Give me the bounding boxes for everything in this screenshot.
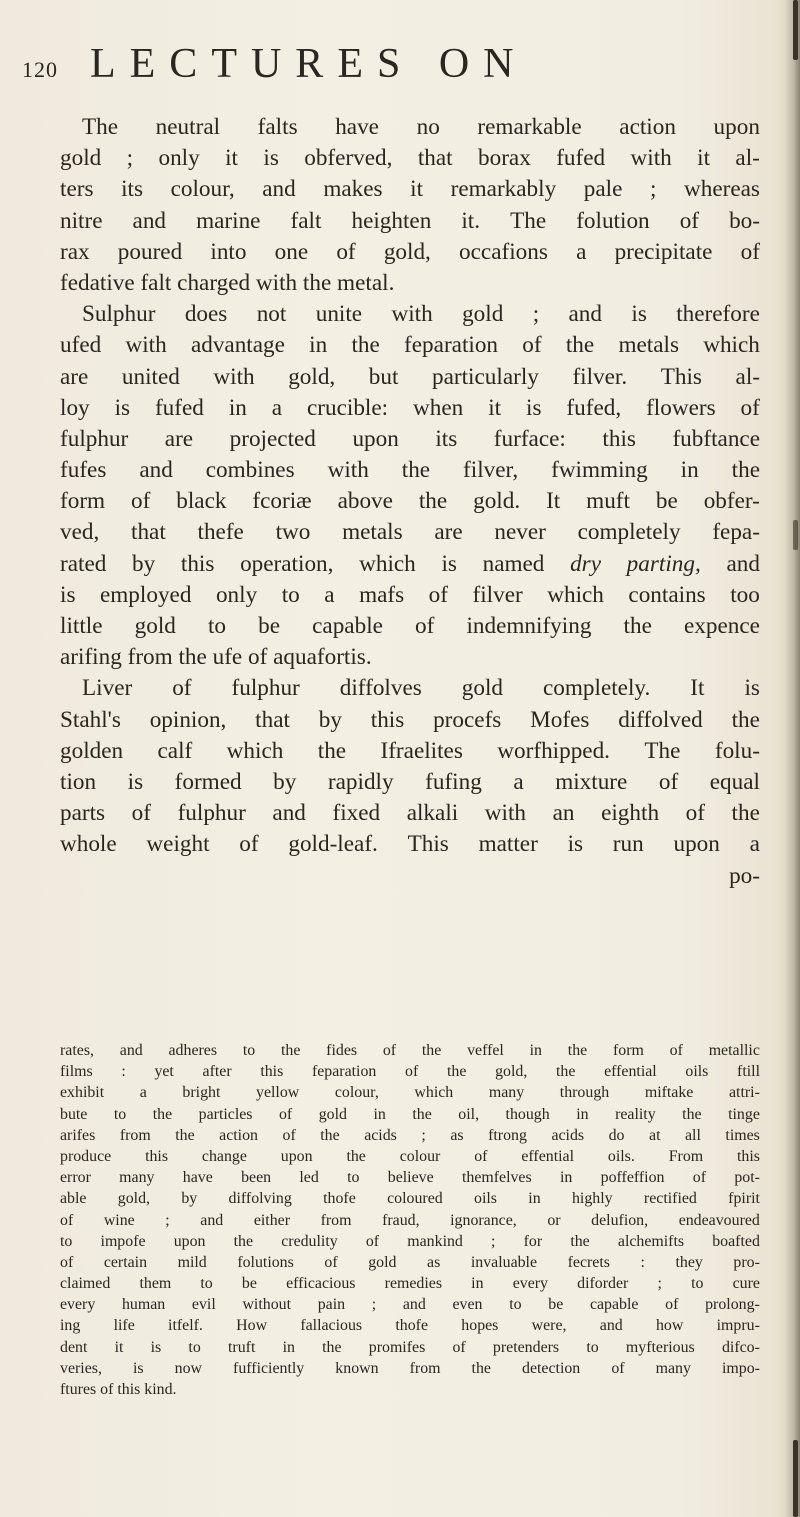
text-line: rax poured into one of gold, occafions a precipitate of [60, 238, 760, 265]
text-line: Stahl's opinion, that by this procefs Mofes diffolved the [60, 706, 760, 733]
footnote-line: arifes from the action of the acids ; as ftrong acids do at all times [60, 1126, 760, 1144]
footnote-line: films : yet after this feparation of the gold, the effential oils ftill [60, 1063, 760, 1081]
page-number: 120 [22, 57, 58, 82]
binding-edge-mark [793, 0, 798, 60]
footnote-line: every human evil without pain ; and even to be capable of prolong- [60, 1296, 760, 1314]
footnote-line: claimed them to be efficacious remedies in every diforder ; to cure [60, 1275, 760, 1293]
text-line: Liver of fulphur diffolves gold completely. It is [82, 675, 760, 702]
footnote-line: ftures of this kind. [60, 1381, 177, 1398]
text-line: ufed with advantage in the feparation of the metals which [60, 332, 760, 359]
text-line: fedative falt charged with the metal. [60, 269, 395, 296]
footnote-line: dent it is to truft in the promifes of pretenders to myfterious difco- [60, 1338, 760, 1356]
text-line: is employed only to a mafs of filver which contains too [60, 581, 760, 608]
binding-edge-mark [793, 520, 798, 550]
footnote-line: of certain mild folutions of gold as invaluable fecrets : they pro- [60, 1253, 760, 1271]
footnote-line: bute to the particles of gold in the oil, though in reality the tinge [60, 1105, 760, 1123]
footnote-line: to impofe upon the credulity of mankind ; for the alchemifts boafted [60, 1232, 760, 1250]
text-line: ved, that thefe two metals are never completely fepa- [60, 519, 760, 546]
text-line: form of black fcoriæ above the gold. It muft be obfer- [60, 488, 760, 515]
footnote-line: able gold, by diffolving thofe coloured oils in highly rectified fpirit [60, 1190, 760, 1208]
text-line: po- [729, 862, 760, 889]
text-line: rated by this operation, which is named dry parting, and [60, 550, 760, 577]
text-line: little gold to be capable of indemnifying the expence [60, 613, 760, 639]
text-line: Sulphur does not unite with gold ; and is therefore [82, 301, 760, 328]
footnote-line: rates, and adheres to the fides of the veffel in the form of metallic [60, 1042, 760, 1059]
footnote-line: veries, is now fufficiently known from the detection of many impo- [60, 1359, 760, 1377]
text-line: arifing from the ufe of aquafortis. [60, 644, 372, 671]
footnote-line: of wine ; and either from fraud, ignorance, or delufion, endeavoured [60, 1211, 760, 1229]
text-line: The neutral falts have no remarkable action upon [82, 114, 760, 140]
text-line: loy is fufed in a crucible: when it is fufed, flowers of [60, 394, 760, 421]
text-line: nitre and marine falt heighten it. The folution of bo- [60, 207, 760, 234]
text-line: fufes and combines with the filver, fwimming in the [60, 457, 760, 484]
text-line: gold ; only it is obferved, that borax fufed with it al- [60, 145, 760, 172]
text-line: are united with gold, but particularly filver. This al- [60, 363, 760, 390]
footnote-line: ing life itfelf. How fallacious thofe hopes were, and how impru- [60, 1317, 760, 1335]
running-title: LECTURES ON [90, 41, 528, 87]
footnote-line: error many have been led to believe themfelves in poffeffion of pot- [60, 1169, 760, 1187]
text-line: tion is formed by rapidly fufing a mixture of equal [60, 768, 760, 795]
running-head [22, 40, 722, 88]
text-line: whole weight of gold-leaf. This matter is run upon a [60, 831, 760, 858]
footnote-line: produce this change upon the colour of effential oils. From this [60, 1147, 760, 1165]
binding-edge-mark [793, 1440, 798, 1517]
text-line: fulphur are projected upon its furface: this fubftance [60, 425, 760, 452]
text-line: ters its colour, and makes it remarkably pale ; whereas [60, 176, 760, 203]
footnote-line: exhibit a bright yellow colour, which many through miftake attri- [60, 1084, 760, 1102]
footnote [60, 1040, 760, 1400]
text-line: parts of fulphur and fixed alkali with an eighth of the [60, 800, 760, 827]
text-line: golden calf which the Ifraelites worfhipped. The folu- [60, 737, 760, 764]
page-edge-shadow [784, 0, 800, 1517]
main-text [60, 112, 760, 892]
